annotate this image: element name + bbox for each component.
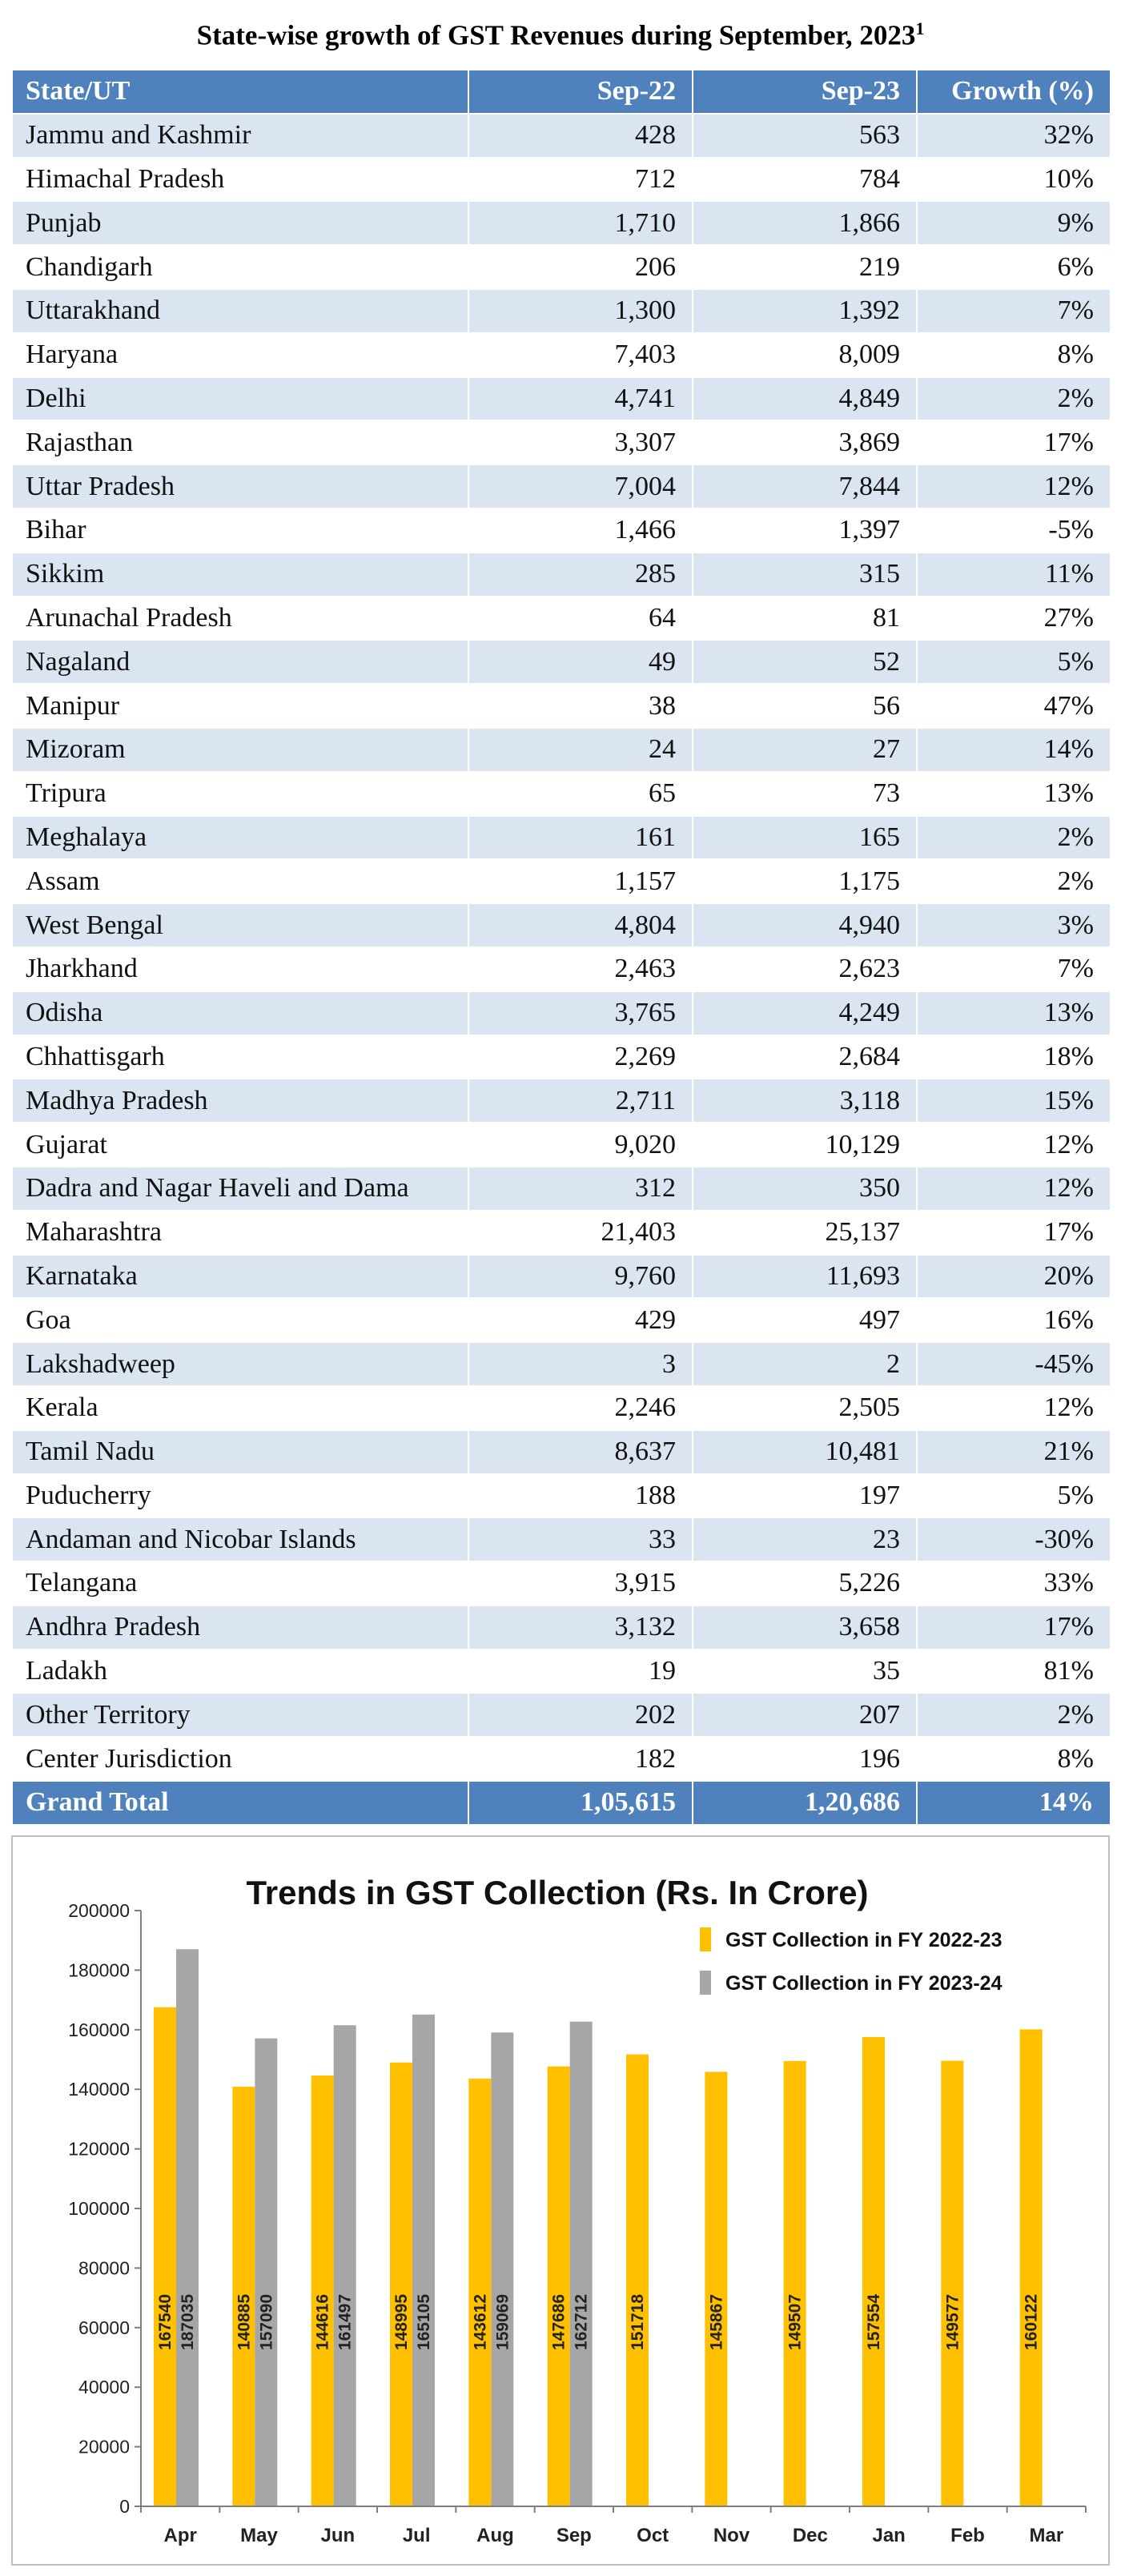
cell-sep22: 2,246 <box>468 1386 693 1430</box>
cell-state: Haryana <box>12 333 468 377</box>
cell-state: Himachal Pradesh <box>12 158 468 202</box>
table-row <box>12 1298 1111 1342</box>
table-row <box>12 201 1111 245</box>
x-tick-label: Jul <box>402 2525 431 2546</box>
cell-state: Puducherry <box>12 1474 468 1518</box>
cell-sep23: 7,844 <box>693 464 917 508</box>
cell-sep23: 4,849 <box>693 377 917 421</box>
bar-data-label: 151718 <box>629 2293 647 2351</box>
header-growth: Growth (%) <box>917 70 1111 114</box>
bar-fy2023-24 <box>255 2039 277 2506</box>
cell-sep23: 1,397 <box>693 508 917 553</box>
table-row <box>12 1255 1111 1299</box>
cell-growth: 81% <box>917 1650 1111 1694</box>
cell-state: Delhi <box>12 377 468 421</box>
cell-sep23: 25,137 <box>693 1211 917 1255</box>
cell-sep23: 1,175 <box>693 859 917 903</box>
bar-fy2023-24 <box>412 2015 435 2506</box>
cell-sep22: 19 <box>468 1650 693 1694</box>
cell-sep23: 8,009 <box>693 333 917 377</box>
cell-state: Chhattisgarh <box>12 1035 468 1079</box>
table-row <box>12 859 1111 903</box>
bar-fy2022-23 <box>468 2079 491 2506</box>
cell-sep23: 219 <box>693 245 917 289</box>
cell-sep22: 9,760 <box>468 1255 693 1299</box>
x-tick-label: Feb <box>950 2525 985 2546</box>
cell-growth: 8% <box>917 1737 1111 1781</box>
y-tick-label: 60000 <box>78 2317 130 2338</box>
cell-sep23: 4,940 <box>693 903 917 947</box>
cell-sep23: 350 <box>693 1167 917 1211</box>
bar-data-label: 157554 <box>865 2293 883 2351</box>
cell-sep22: 21,403 <box>468 1211 693 1255</box>
bar-data-label: 145867 <box>707 2293 726 2351</box>
bar-data-label: 143612 <box>471 2293 490 2351</box>
cell-sep22: 3,915 <box>468 1561 693 1605</box>
y-tick-label: 100000 <box>68 2198 130 2219</box>
table-row <box>12 1035 1111 1079</box>
table-title-text: State-wise growth of GST Revenues during September, 2023 <box>196 19 916 51</box>
header-sep23: Sep-23 <box>693 70 917 114</box>
cell-sep23: 1,392 <box>693 289 917 333</box>
bar-data-label: 147686 <box>549 2293 569 2351</box>
bar-fy2022-23 <box>154 2007 176 2506</box>
table-row <box>12 597 1111 641</box>
cell-growth: 7% <box>917 289 1111 333</box>
x-tick-label: Jun <box>320 2525 356 2546</box>
cell-growth: 12% <box>917 1167 1111 1211</box>
x-tick-label: Sep <box>556 2525 592 2546</box>
cell-sep22: 429 <box>468 1298 693 1342</box>
cell-sep23: 23 <box>693 1517 917 1561</box>
cell-state: Rajasthan <box>12 420 468 464</box>
bar-data-label: 165105 <box>415 2293 433 2351</box>
cell-sep22: 33 <box>468 1517 693 1561</box>
cell-state: Andhra Pradesh <box>12 1605 468 1650</box>
table-row <box>12 1693 1111 1737</box>
cell-growth: 17% <box>917 1211 1111 1255</box>
grand-total-sep22: 1,05,615 <box>468 1781 693 1825</box>
cell-state: Telangana <box>12 1561 468 1605</box>
cell-state: Andaman and Nicobar Islands <box>12 1517 468 1561</box>
cell-growth: 2% <box>917 816 1111 860</box>
cell-state: Tamil Nadu <box>12 1430 468 1474</box>
cell-sep22: 2,463 <box>468 947 693 991</box>
cell-growth: 33% <box>917 1561 1111 1605</box>
chart-legend <box>700 1927 1002 1995</box>
bar-data-label: 161497 <box>335 2293 355 2351</box>
cell-sep22: 3 <box>468 1342 693 1386</box>
bar-data-label: 144616 <box>313 2293 332 2351</box>
x-tick-label: Oct <box>637 2525 669 2546</box>
cell-sep22: 188 <box>468 1474 693 1518</box>
y-tick-label: 0 <box>119 2496 130 2517</box>
cell-sep22: 2,269 <box>468 1035 693 1079</box>
cell-growth: 12% <box>917 464 1111 508</box>
gst-trend-chart <box>13 1837 1108 2564</box>
cell-state: Dadra and Nagar Haveli and Dama <box>12 1167 468 1211</box>
table-body <box>12 114 1111 1781</box>
cell-state: Sikkim <box>12 553 468 597</box>
grand-total-row <box>12 1781 1111 1825</box>
cell-sep23: 5,226 <box>693 1561 917 1605</box>
gst-state-table <box>11 69 1111 1826</box>
grand-total-sep23: 1,20,686 <box>693 1781 917 1825</box>
cell-sep22: 712 <box>468 158 693 202</box>
cell-state: Chandigarh <box>12 245 468 289</box>
table-row <box>12 1605 1111 1650</box>
cell-sep23: 3,118 <box>693 1079 917 1123</box>
bar-data-label: 149577 <box>943 2293 962 2351</box>
y-tick-label: 120000 <box>68 2138 130 2160</box>
cell-sep22: 9,020 <box>468 1123 693 1167</box>
cell-growth: 17% <box>917 420 1111 464</box>
bar-fy2022-23 <box>941 2061 963 2506</box>
bar-fy2023-24 <box>491 2032 513 2506</box>
bar-data-label: 167540 <box>156 2293 175 2351</box>
cell-state: Odisha <box>12 991 468 1035</box>
cell-sep22: 3,765 <box>468 991 693 1035</box>
cell-state: Mizoram <box>12 728 468 772</box>
cell-state: Bihar <box>12 508 468 553</box>
cell-state: Meghalaya <box>12 816 468 860</box>
table-row <box>12 816 1111 860</box>
cell-sep22: 4,804 <box>468 903 693 947</box>
x-tick-label: Nov <box>713 2525 750 2546</box>
legend-label: GST Collection in FY 2023-24 <box>725 1972 1002 1995</box>
cell-growth: 16% <box>917 1298 1111 1342</box>
legend-swatch <box>700 1971 711 1995</box>
cell-state: Other Territory <box>12 1693 468 1737</box>
table-row <box>12 1167 1111 1211</box>
cell-growth: 8% <box>917 333 1111 377</box>
cell-sep23: 563 <box>693 114 917 158</box>
bar-fy2022-23 <box>784 2061 806 2506</box>
cell-sep23: 4,249 <box>693 991 917 1035</box>
cell-state: Lakshadweep <box>12 1342 468 1386</box>
table-row <box>12 1517 1111 1561</box>
cell-state: Goa <box>12 1298 468 1342</box>
cell-growth: -45% <box>917 1342 1111 1386</box>
table-row <box>12 903 1111 947</box>
y-tick-label: 180000 <box>68 1959 130 1981</box>
bar-data-label: 187035 <box>179 2293 197 2351</box>
cell-growth: 47% <box>917 684 1111 728</box>
bar-fy2022-23 <box>1020 2029 1043 2506</box>
cell-growth: 5% <box>917 1474 1111 1518</box>
cell-sep23: 73 <box>693 772 917 816</box>
cell-sep23: 3,658 <box>693 1605 917 1650</box>
cell-growth: 7% <box>917 947 1111 991</box>
table-row <box>12 1079 1111 1123</box>
cell-growth: -5% <box>917 508 1111 553</box>
table-row <box>12 333 1111 377</box>
bar-fy2022-23 <box>548 2067 570 2506</box>
cell-growth: 14% <box>917 728 1111 772</box>
cell-state: Jharkhand <box>12 947 468 991</box>
cell-state: Tripura <box>12 772 468 816</box>
cell-sep22: 312 <box>468 1167 693 1211</box>
cell-growth: 12% <box>917 1386 1111 1430</box>
cell-state: Uttar Pradesh <box>12 464 468 508</box>
cell-sep23: 1,866 <box>693 201 917 245</box>
cell-sep22: 428 <box>468 114 693 158</box>
cell-state: Jammu and Kashmir <box>12 114 468 158</box>
x-axis <box>141 2506 1086 2546</box>
y-tick-label: 80000 <box>78 2257 130 2279</box>
cell-sep23: 207 <box>693 1693 917 1737</box>
table-row <box>12 991 1111 1035</box>
cell-sep23: 196 <box>693 1737 917 1781</box>
chart-bars <box>154 1949 1043 2506</box>
cell-sep23: 315 <box>693 553 917 597</box>
cell-growth: 13% <box>917 772 1111 816</box>
table-title <box>0 5 1121 53</box>
cell-sep23: 81 <box>693 597 917 641</box>
table-row <box>12 508 1111 553</box>
table-row <box>12 947 1111 991</box>
table-row <box>12 640 1111 684</box>
cell-sep22: 1,300 <box>468 289 693 333</box>
cell-growth: 2% <box>917 377 1111 421</box>
cell-sep22: 285 <box>468 553 693 597</box>
cell-state: Gujarat <box>12 1123 468 1167</box>
cell-growth: -30% <box>917 1517 1111 1561</box>
bar-fy2022-23 <box>705 2072 727 2506</box>
cell-sep22: 3,132 <box>468 1605 693 1650</box>
cell-state: Uttarakhand <box>12 289 468 333</box>
cell-state: Punjab <box>12 201 468 245</box>
cell-sep22: 64 <box>468 597 693 641</box>
x-tick-label: Dec <box>792 2525 828 2546</box>
bar-fy2023-24 <box>334 2025 356 2506</box>
table-row <box>12 684 1111 728</box>
table-row <box>12 1123 1111 1167</box>
cell-sep22: 65 <box>468 772 693 816</box>
table-row <box>12 1386 1111 1430</box>
cell-sep22: 8,637 <box>468 1430 693 1474</box>
cell-state: Center Jurisdiction <box>12 1737 468 1781</box>
cell-growth: 11% <box>917 553 1111 597</box>
cell-sep22: 4,741 <box>468 377 693 421</box>
x-tick-label: Jan <box>872 2525 906 2546</box>
cell-state: Maharashtra <box>12 1211 468 1255</box>
table-row <box>12 114 1111 158</box>
cell-sep23: 2 <box>693 1342 917 1386</box>
cell-sep23: 10,129 <box>693 1123 917 1167</box>
table-row <box>12 377 1111 421</box>
cell-state: Assam <box>12 859 468 903</box>
chart-title: Trends in GST Collection (Rs. In Crore) <box>246 1874 869 1911</box>
cell-growth: 21% <box>917 1430 1111 1474</box>
table-row <box>12 1211 1111 1255</box>
cell-sep22: 7,403 <box>468 333 693 377</box>
bar-data-label: 159069 <box>493 2293 512 2351</box>
cell-growth: 18% <box>917 1035 1111 1079</box>
cell-growth: 15% <box>917 1079 1111 1123</box>
cell-growth: 20% <box>917 1255 1111 1299</box>
cell-sep22: 38 <box>468 684 693 728</box>
table-row <box>12 1650 1111 1694</box>
x-tick-label: May <box>240 2525 278 2546</box>
cell-sep23: 2,505 <box>693 1386 917 1430</box>
cell-sep23: 11,693 <box>693 1255 917 1299</box>
table-row <box>12 245 1111 289</box>
table-row <box>12 420 1111 464</box>
legend-swatch <box>700 1927 711 1951</box>
table-row <box>12 1430 1111 1474</box>
cell-sep23: 165 <box>693 816 917 860</box>
cell-sep23: 3,869 <box>693 420 917 464</box>
legend-label: GST Collection in FY 2022-23 <box>725 1929 1002 1951</box>
table-row <box>12 464 1111 508</box>
cell-sep23: 10,481 <box>693 1430 917 1474</box>
cell-sep23: 197 <box>693 1474 917 1518</box>
header-sep22: Sep-22 <box>468 70 693 114</box>
cell-sep23: 2,684 <box>693 1035 917 1079</box>
cell-state: Madhya Pradesh <box>12 1079 468 1123</box>
cell-sep23: 784 <box>693 158 917 202</box>
cell-state: Karnataka <box>12 1255 468 1299</box>
cell-state: Arunachal Pradesh <box>12 597 468 641</box>
table-row <box>12 1737 1111 1781</box>
cell-state: West Bengal <box>12 903 468 947</box>
bar-data-label: 149507 <box>786 2293 805 2351</box>
bar-data-label: 160122 <box>1022 2293 1041 2351</box>
cell-sep23: 52 <box>693 640 917 684</box>
cell-sep22: 1,710 <box>468 201 693 245</box>
grand-total-label: Grand Total <box>12 1781 468 1825</box>
cell-sep22: 206 <box>468 245 693 289</box>
y-tick-label: 140000 <box>68 2079 130 2100</box>
cell-sep23: 27 <box>693 728 917 772</box>
bar-fy2023-24 <box>570 2022 593 2506</box>
header-state: State/UT <box>12 70 468 114</box>
cell-sep22: 1,157 <box>468 859 693 903</box>
cell-sep22: 3,307 <box>468 420 693 464</box>
cell-sep23: 35 <box>693 1650 917 1694</box>
cell-growth: 2% <box>917 859 1111 903</box>
bar-fy2022-23 <box>626 2055 649 2506</box>
gst-trend-chart-panel <box>11 1835 1110 2566</box>
bar-fy2023-24 <box>176 1949 199 2506</box>
cell-state: Ladakh <box>12 1650 468 1694</box>
cell-growth: 13% <box>917 991 1111 1035</box>
cell-sep22: 182 <box>468 1737 693 1781</box>
x-tick-label: Mar <box>1029 2525 1064 2546</box>
cell-state: Manipur <box>12 684 468 728</box>
bar-fy2022-23 <box>311 2076 334 2506</box>
cell-growth: 32% <box>917 114 1111 158</box>
cell-sep22: 202 <box>468 1693 693 1737</box>
cell-growth: 17% <box>917 1605 1111 1650</box>
y-tick-label: 200000 <box>68 1900 130 1921</box>
table-row <box>12 1474 1111 1518</box>
x-tick-label: Aug <box>476 2525 514 2546</box>
cell-sep22: 161 <box>468 816 693 860</box>
table-row <box>12 553 1111 597</box>
bar-data-label: 148995 <box>392 2293 411 2351</box>
table-header-row <box>12 70 1111 114</box>
bar-fy2022-23 <box>390 2063 412 2506</box>
y-tick-label: 20000 <box>78 2436 130 2457</box>
cell-sep23: 56 <box>693 684 917 728</box>
cell-sep23: 2,623 <box>693 947 917 991</box>
cell-growth: 10% <box>917 158 1111 202</box>
cell-growth: 2% <box>917 1693 1111 1737</box>
cell-sep22: 24 <box>468 728 693 772</box>
y-tick-label: 160000 <box>68 2019 130 2040</box>
cell-growth: 27% <box>917 597 1111 641</box>
cell-growth: 6% <box>917 245 1111 289</box>
cell-sep22: 7,004 <box>468 464 693 508</box>
x-tick-label: Apr <box>163 2525 197 2546</box>
y-tick-label: 40000 <box>78 2377 130 2398</box>
table-title-footnote: 1 <box>915 18 925 38</box>
cell-sep22: 1,466 <box>468 508 693 553</box>
cell-state: Nagaland <box>12 640 468 684</box>
table-row <box>12 158 1111 202</box>
table-row <box>12 289 1111 333</box>
cell-growth: 3% <box>917 903 1111 947</box>
cell-sep22: 49 <box>468 640 693 684</box>
bar-data-label: 157090 <box>257 2293 276 2351</box>
table-row <box>12 772 1111 816</box>
bar-data-label: 162712 <box>572 2293 591 2351</box>
y-axis <box>68 1900 141 2517</box>
cell-growth: 5% <box>917 640 1111 684</box>
cell-sep23: 497 <box>693 1298 917 1342</box>
cell-sep22: 2,711 <box>468 1079 693 1123</box>
table-row <box>12 1342 1111 1386</box>
bar-data-label: 140885 <box>235 2293 254 2351</box>
bar-fy2022-23 <box>862 2037 885 2506</box>
grand-total-growth: 14% <box>917 1781 1111 1825</box>
cell-state: Kerala <box>12 1386 468 1430</box>
table-row <box>12 1561 1111 1605</box>
cell-growth: 12% <box>917 1123 1111 1167</box>
table-row <box>12 728 1111 772</box>
cell-growth: 9% <box>917 201 1111 245</box>
